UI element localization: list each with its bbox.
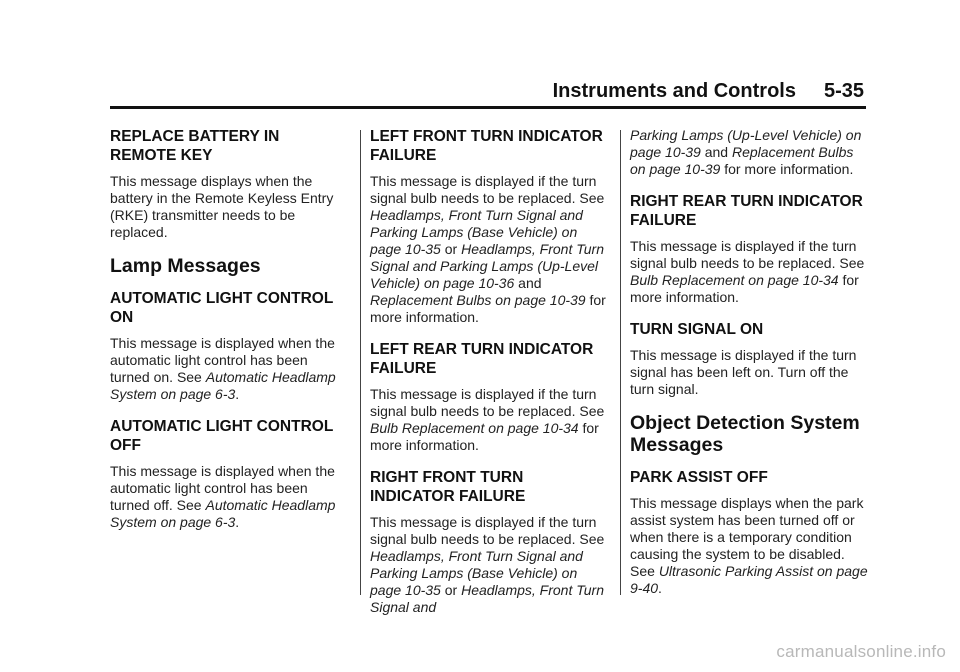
column-divider-right: [620, 130, 621, 595]
paragraph-auto-light-off: This message is displayed when the automatic light control has been turned off. See Automatic Headlamp System on page 6-3.: [110, 463, 336, 530]
column-1: [110, 127, 348, 545]
section-heading-auto-light-off: AUTOMATIC LIGHT CONTROL OFF: [110, 418, 334, 454]
section-heading-left-front-turn: LEFT FRONT TURN INDICATOR FAILURE: [370, 128, 603, 164]
section-heading-left-rear-turn: LEFT REAR TURN INDICATOR FAILURE: [370, 341, 594, 377]
paragraph-left-rear-turn: This message is displayed if the turn signal bulb needs to be replaced. See Bulb Replacement on page 10-34 for more information.: [370, 386, 605, 453]
column-3: [630, 127, 868, 611]
column-divider-left: [360, 130, 361, 595]
section-heading-park-assist-off: PARK ASSIST OFF: [630, 469, 768, 486]
paragraph-left-front-turn: This message is displayed if the turn signal bulb needs to be replaced. See Headlamps, Front Turn Signal and Parking Lamps (Base Vehicle) on page 10-35 or Headlamps, Front Turn Signal and Parking Lamps (Up-Level Vehicle) on page 10-36 and Replacement Bulbs on page 10-39 for more information.: [370, 173, 606, 325]
paragraph-replace-battery: This message displays when the battery in the Remote Keyless Entry (RKE) transmitter needs to be replaced.: [110, 173, 334, 240]
column-2: [370, 127, 608, 630]
cross-reference: Bulb Replacement on page 10-34: [630, 272, 839, 288]
section-title: Instruments and Controls: [552, 80, 796, 102]
heading-lamp-messages: Lamp Messages: [110, 255, 261, 277]
paragraph-park-assist-off: This message displays when the park assist system has been turned off or when there is a temporary condition causing the system to be disabled. See Ultrasonic Parking Assist on page 9-40.: [630, 495, 868, 596]
cross-reference: Headlamps, Front Turn Signal and Parking Lamps (Base Vehicle) on page 10-35: [370, 548, 583, 598]
paragraph-continued: Parking Lamps (Up-Level Vehicle) on page 10-39 and Replacement Bulbs on page 10-39 for more information.: [630, 127, 862, 177]
cross-reference: Parking Lamps (Up-Level Vehicle) on page 10-39: [630, 127, 862, 160]
section-heading-turn-signal-on: TURN SIGNAL ON: [630, 321, 764, 338]
heading-object-detection: Object Detection System Messages: [630, 412, 860, 456]
page-header: [553, 80, 864, 103]
cross-reference: Headlamps, Front Turn Signal and Parking Lamps (Up-Level Vehicle) on page 10-36: [370, 241, 604, 291]
paragraph-right-front-turn: This message is displayed if the turn signal bulb needs to be replaced. See Headlamps, Front Turn Signal and Parking Lamps (Base Vehicle) on page 10-35 or Headlamps, Front Turn Signal and: [370, 514, 605, 615]
paragraph-right-rear-turn: This message is displayed if the turn signal bulb needs to be replaced. See Bulb Replacement on page 10-34 for more information.: [630, 238, 865, 305]
section-heading-auto-light-on: AUTOMATIC LIGHT CONTROL ON: [110, 290, 334, 326]
cross-reference: Automatic Headlamp System on page 6-3: [110, 369, 336, 402]
paragraph-turn-signal-on: This message is displayed if the turn signal has been left on. Turn off the turn signal.: [630, 347, 857, 397]
cross-reference: Bulb Replacement on page 10-34: [370, 420, 579, 436]
section-heading-right-front-turn: RIGHT FRONT TURN INDICATOR FAILURE: [370, 469, 526, 505]
section-heading-right-rear-turn: RIGHT REAR TURN INDICATOR FAILURE: [630, 193, 863, 229]
cross-reference: Replacement Bulbs on page 10-39: [370, 292, 586, 308]
header-rule: [110, 106, 866, 109]
section-heading-replace-battery: REPLACE BATTERY IN REMOTE KEY: [110, 128, 280, 164]
watermark-logo: carmanualsonline.info: [776, 642, 946, 661]
paragraph-auto-light-on: This message is displayed when the automatic light control has been turned on. See Automatic Headlamp System on page 6-3.: [110, 335, 336, 402]
page-number: 5-35: [823, 80, 864, 102]
cross-reference: Headlamps, Front Turn Signal and Parking Lamps (Base Vehicle) on page 10-35: [370, 207, 583, 257]
cross-reference: Headlamps, Front Turn Signal and: [370, 582, 604, 615]
cross-reference: Ultrasonic Parking Assist on page 9-40: [630, 563, 868, 596]
cross-reference: Automatic Headlamp System on page 6-3: [110, 497, 336, 530]
cross-reference: Replacement Bulbs on page 10-39: [630, 144, 854, 177]
